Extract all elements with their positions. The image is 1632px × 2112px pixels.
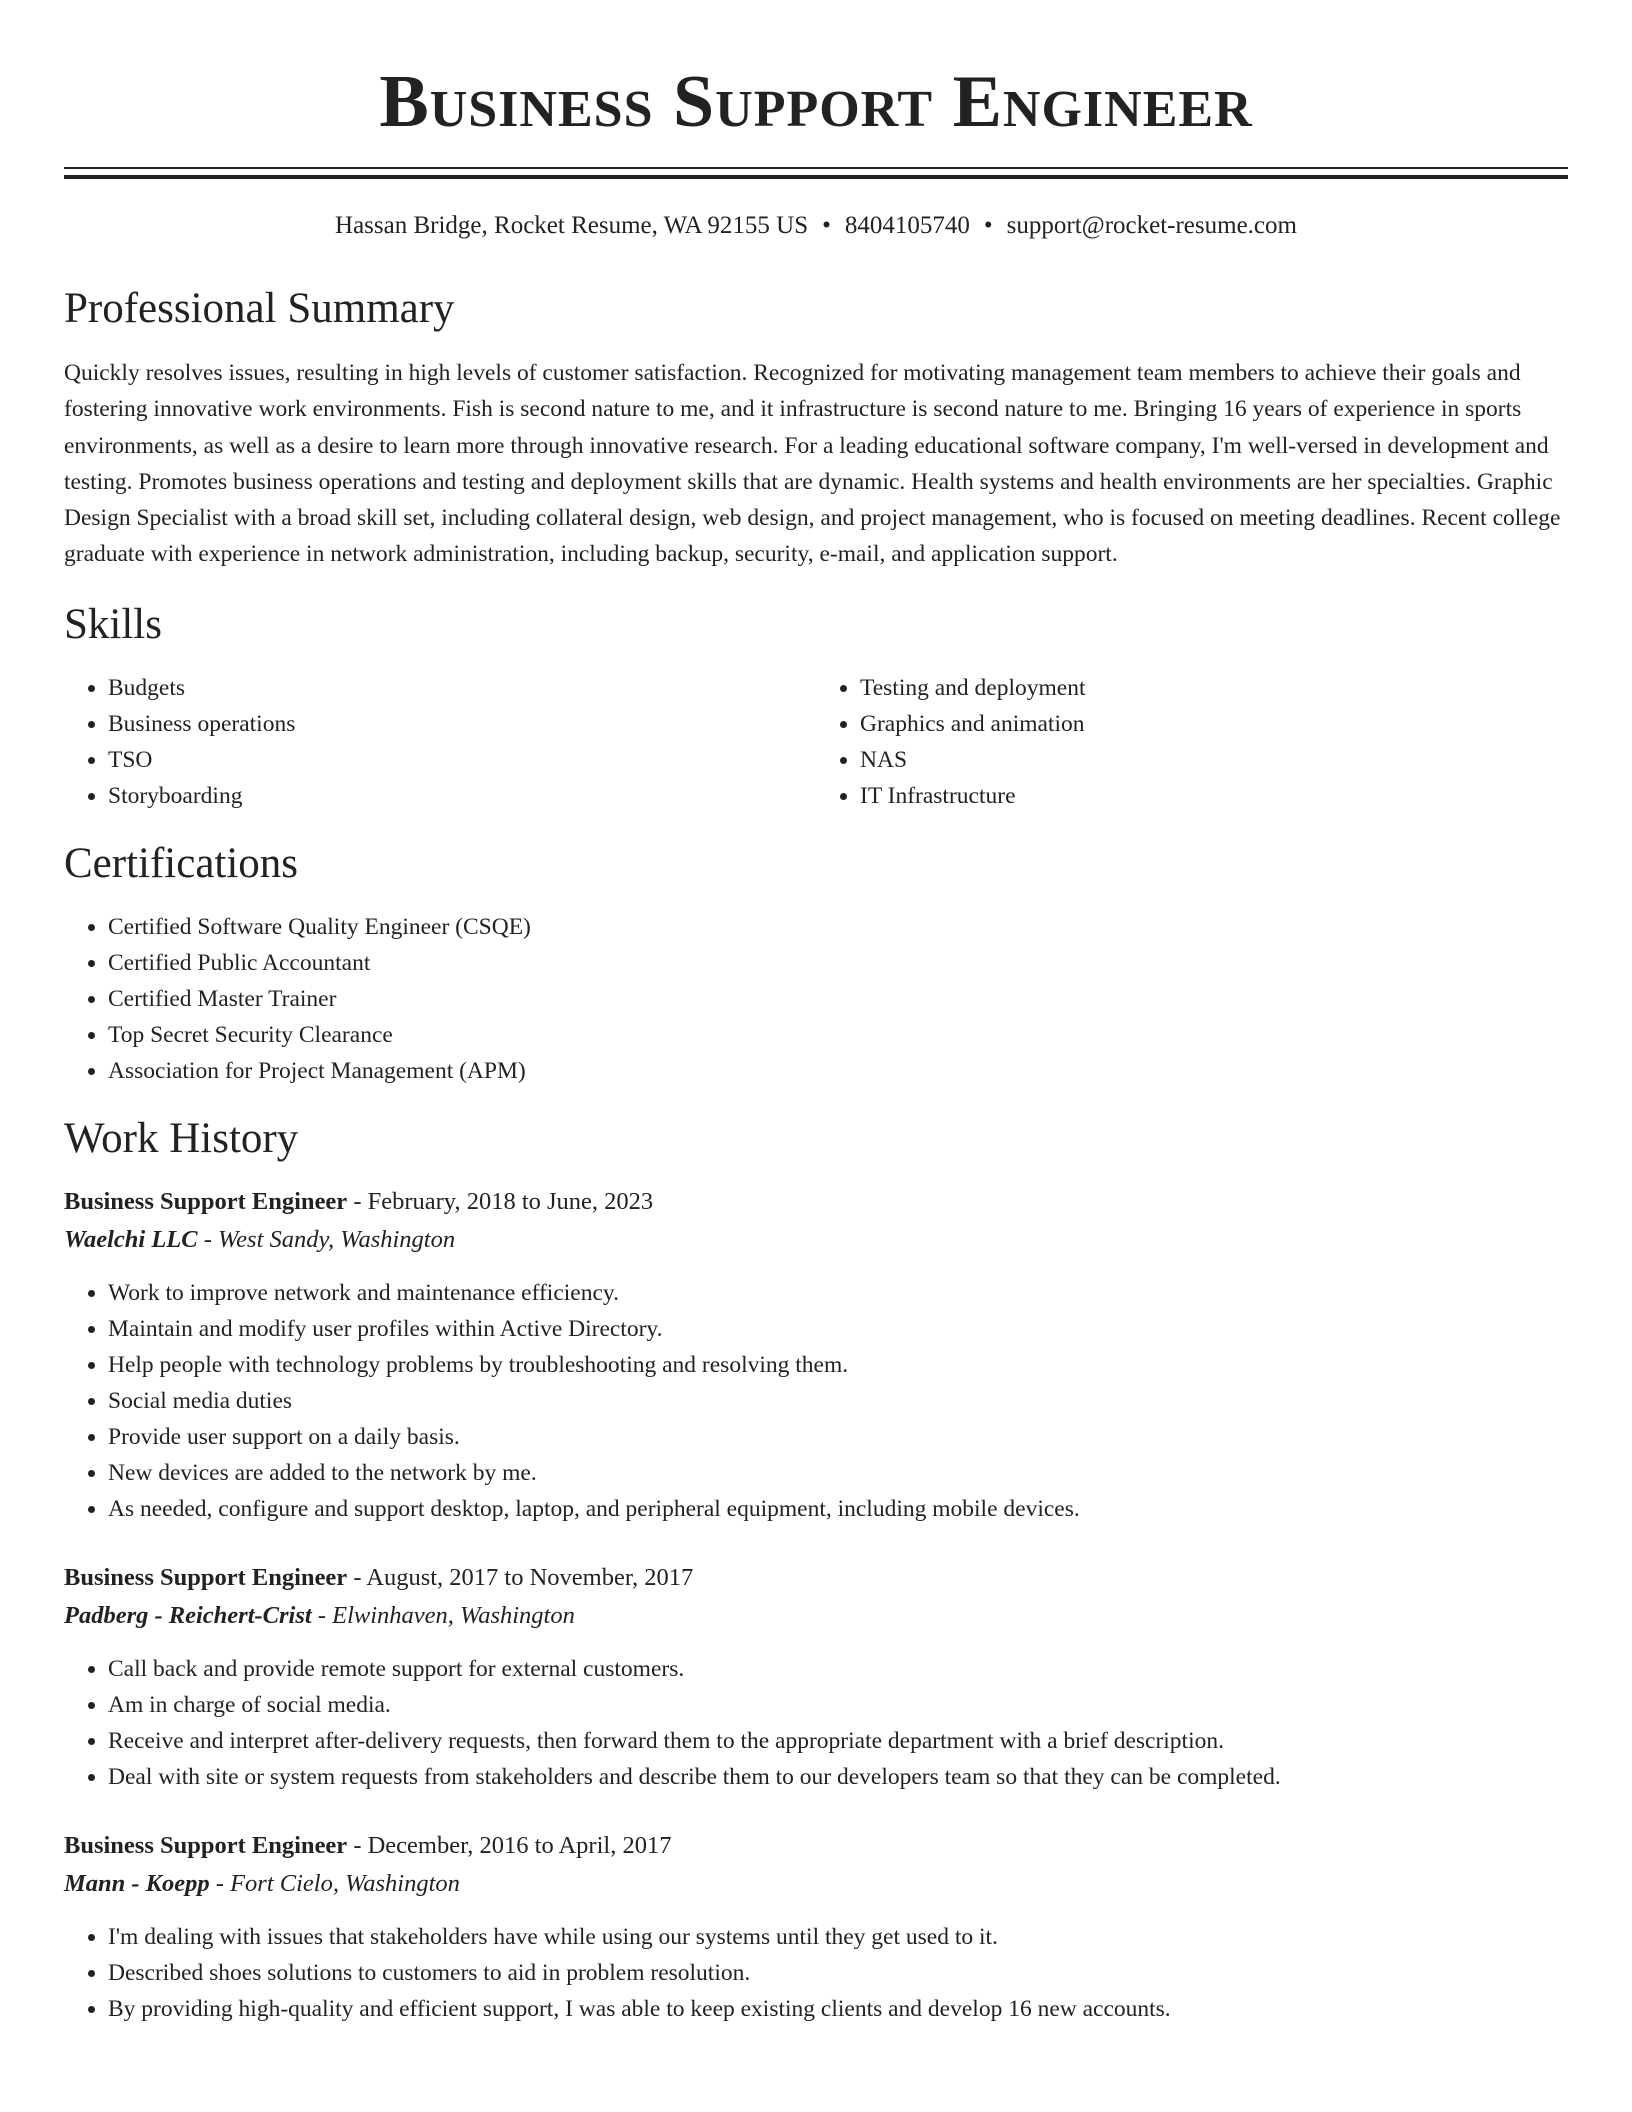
job-bullet: • Work to improve network and maintenance efficiency. [108, 1275, 1568, 1311]
contact-address: Hassan Bridge, Rocket Resume, WA 92155 US [335, 212, 809, 239]
job-company: Padberg - Reichert-Crist [64, 1601, 312, 1629]
job-bullet: • Receive and interpret after-delivery requests, then forward them to the appropriate department with a brief description. [108, 1723, 1568, 1759]
job-title-line [64, 1183, 1568, 1221]
skills-list-right [816, 670, 1568, 814]
job-title: Business Support Engineer [64, 1563, 348, 1591]
skill-item: • Budgets [108, 670, 816, 706]
job-bullet: • Help people with technology problems by troubleshooting and resolving them. [108, 1347, 1568, 1383]
certifications-list [64, 909, 1568, 1089]
job-title-line [64, 1559, 1568, 1597]
job-company-line [64, 1221, 1568, 1259]
job-entry [64, 1183, 1568, 1527]
job-bullet: • Provide user support on a daily basis. [108, 1419, 1568, 1455]
certification-item: • Association for Project Management (APM) [108, 1053, 1568, 1089]
skills-list-left [64, 670, 816, 814]
job-dates: - December, 2016 to April, 2017 [347, 1831, 672, 1859]
job-company-line [64, 1865, 1568, 1903]
job-bullet: • Deal with site or system requests from stakeholders and describe them to our developers team so that they can be completed. [108, 1759, 1568, 1795]
title-divider-thin [64, 167, 1568, 169]
skill-item: • Business operations [108, 706, 816, 742]
contact-separator: • [983, 212, 993, 239]
contact-phone: 8404105740 [844, 212, 970, 239]
contact-email: support@rocket-resume.com [1006, 212, 1297, 239]
skill-item: • NAS [860, 742, 1568, 778]
skills-columns [64, 670, 1568, 814]
skill-item: • Graphics and animation [860, 706, 1568, 742]
job-company: Mann - Koepp [64, 1869, 210, 1897]
skill-item: • Storyboarding [108, 778, 816, 814]
job-bullet: • I'm dealing with issues that stakeholders have while using our systems until they get used to it. [108, 1919, 1568, 1955]
work-history-heading: Work History [64, 1114, 299, 1162]
skill-item: • IT Infrastructure [860, 778, 1568, 814]
resume-page [64, 0, 1568, 2027]
job-company-line [64, 1597, 1568, 1635]
job-location: - Elwinhaven, Washington [311, 1601, 575, 1629]
certifications-heading: Certifications [64, 839, 299, 887]
certification-item: • Top Secret Security Clearance [108, 1017, 1568, 1053]
job-title-line [64, 1827, 1568, 1865]
skill-item: • Testing and deployment [860, 670, 1568, 706]
resume-title: Business Support Engineer [379, 61, 1253, 143]
contact-line [64, 209, 1568, 243]
job-title: Business Support Engineer [64, 1187, 348, 1215]
certification-item: • Certified Public Accountant [108, 945, 1568, 981]
job-company: Waelchi LLC [64, 1225, 198, 1253]
job-bullet: • Call back and provide remote support for external customers. [108, 1651, 1568, 1687]
job-entry [64, 1559, 1568, 1795]
job-bullet: • New devices are added to the network by me. [108, 1455, 1568, 1491]
job-bullets [64, 1275, 1568, 1527]
job-bullets [64, 1651, 1568, 1795]
job-bullet: • Social media duties [108, 1383, 1568, 1419]
job-bullet: • Maintain and modify user profiles within Active Directory. [108, 1311, 1568, 1347]
skill-item: • TSO [108, 742, 816, 778]
skills-heading: Skills [64, 600, 162, 648]
title-divider-thick [64, 175, 1568, 179]
job-title: Business Support Engineer [64, 1831, 348, 1859]
summary-text: Quickly resolves issues, resulting in high levels of customer satisfaction. Recognized for motivating management team members to achieve their goals and fostering innovative work environments. Fish is second nature to me, and it infrastructure is second nature to me. Bringing 16 years of experience in sports environments, as well as a desire to learn more through innovative research. For a leading educational software company, I'm well-versed in development and testing. Promotes business operations and testing and deployment skills that are dynamic. Health systems and health environments are her specialties. Graphic Design Specialist with a broad skill set, including collateral design, web design, and project management, who is focused on meeting deadlines. Recent college graduate with experience in network administration, including backup, security, e-mail, and application support. [64, 360, 1561, 568]
certification-item: • Certified Master Trainer [108, 981, 1568, 1017]
job-bullet: • Am in charge of social media. [108, 1687, 1568, 1723]
job-bullet: • As needed, configure and support desktop, laptop, and peripheral equipment, including mobile devices. [108, 1491, 1568, 1527]
job-location: - Fort Cielo, Washington [209, 1869, 460, 1897]
contact-separator: • [822, 212, 831, 239]
job-entry [64, 1827, 1568, 2027]
job-bullet: • By providing high-quality and efficient support, I was able to keep existing clients and develop 16 new accounts. [108, 1991, 1568, 2027]
job-location: - West Sandy, Washington [197, 1225, 456, 1253]
job-dates: - August, 2017 to November, 2017 [347, 1563, 694, 1591]
summary-heading: Professional Summary [64, 285, 455, 332]
job-bullet: • Described shoes solutions to customers to aid in problem resolution. [108, 1955, 1568, 1991]
job-dates: - February, 2018 to June, 2023 [347, 1187, 654, 1215]
job-bullets [64, 1919, 1568, 2027]
certification-item: • Certified Software Quality Engineer (CSQE) [108, 909, 1568, 945]
